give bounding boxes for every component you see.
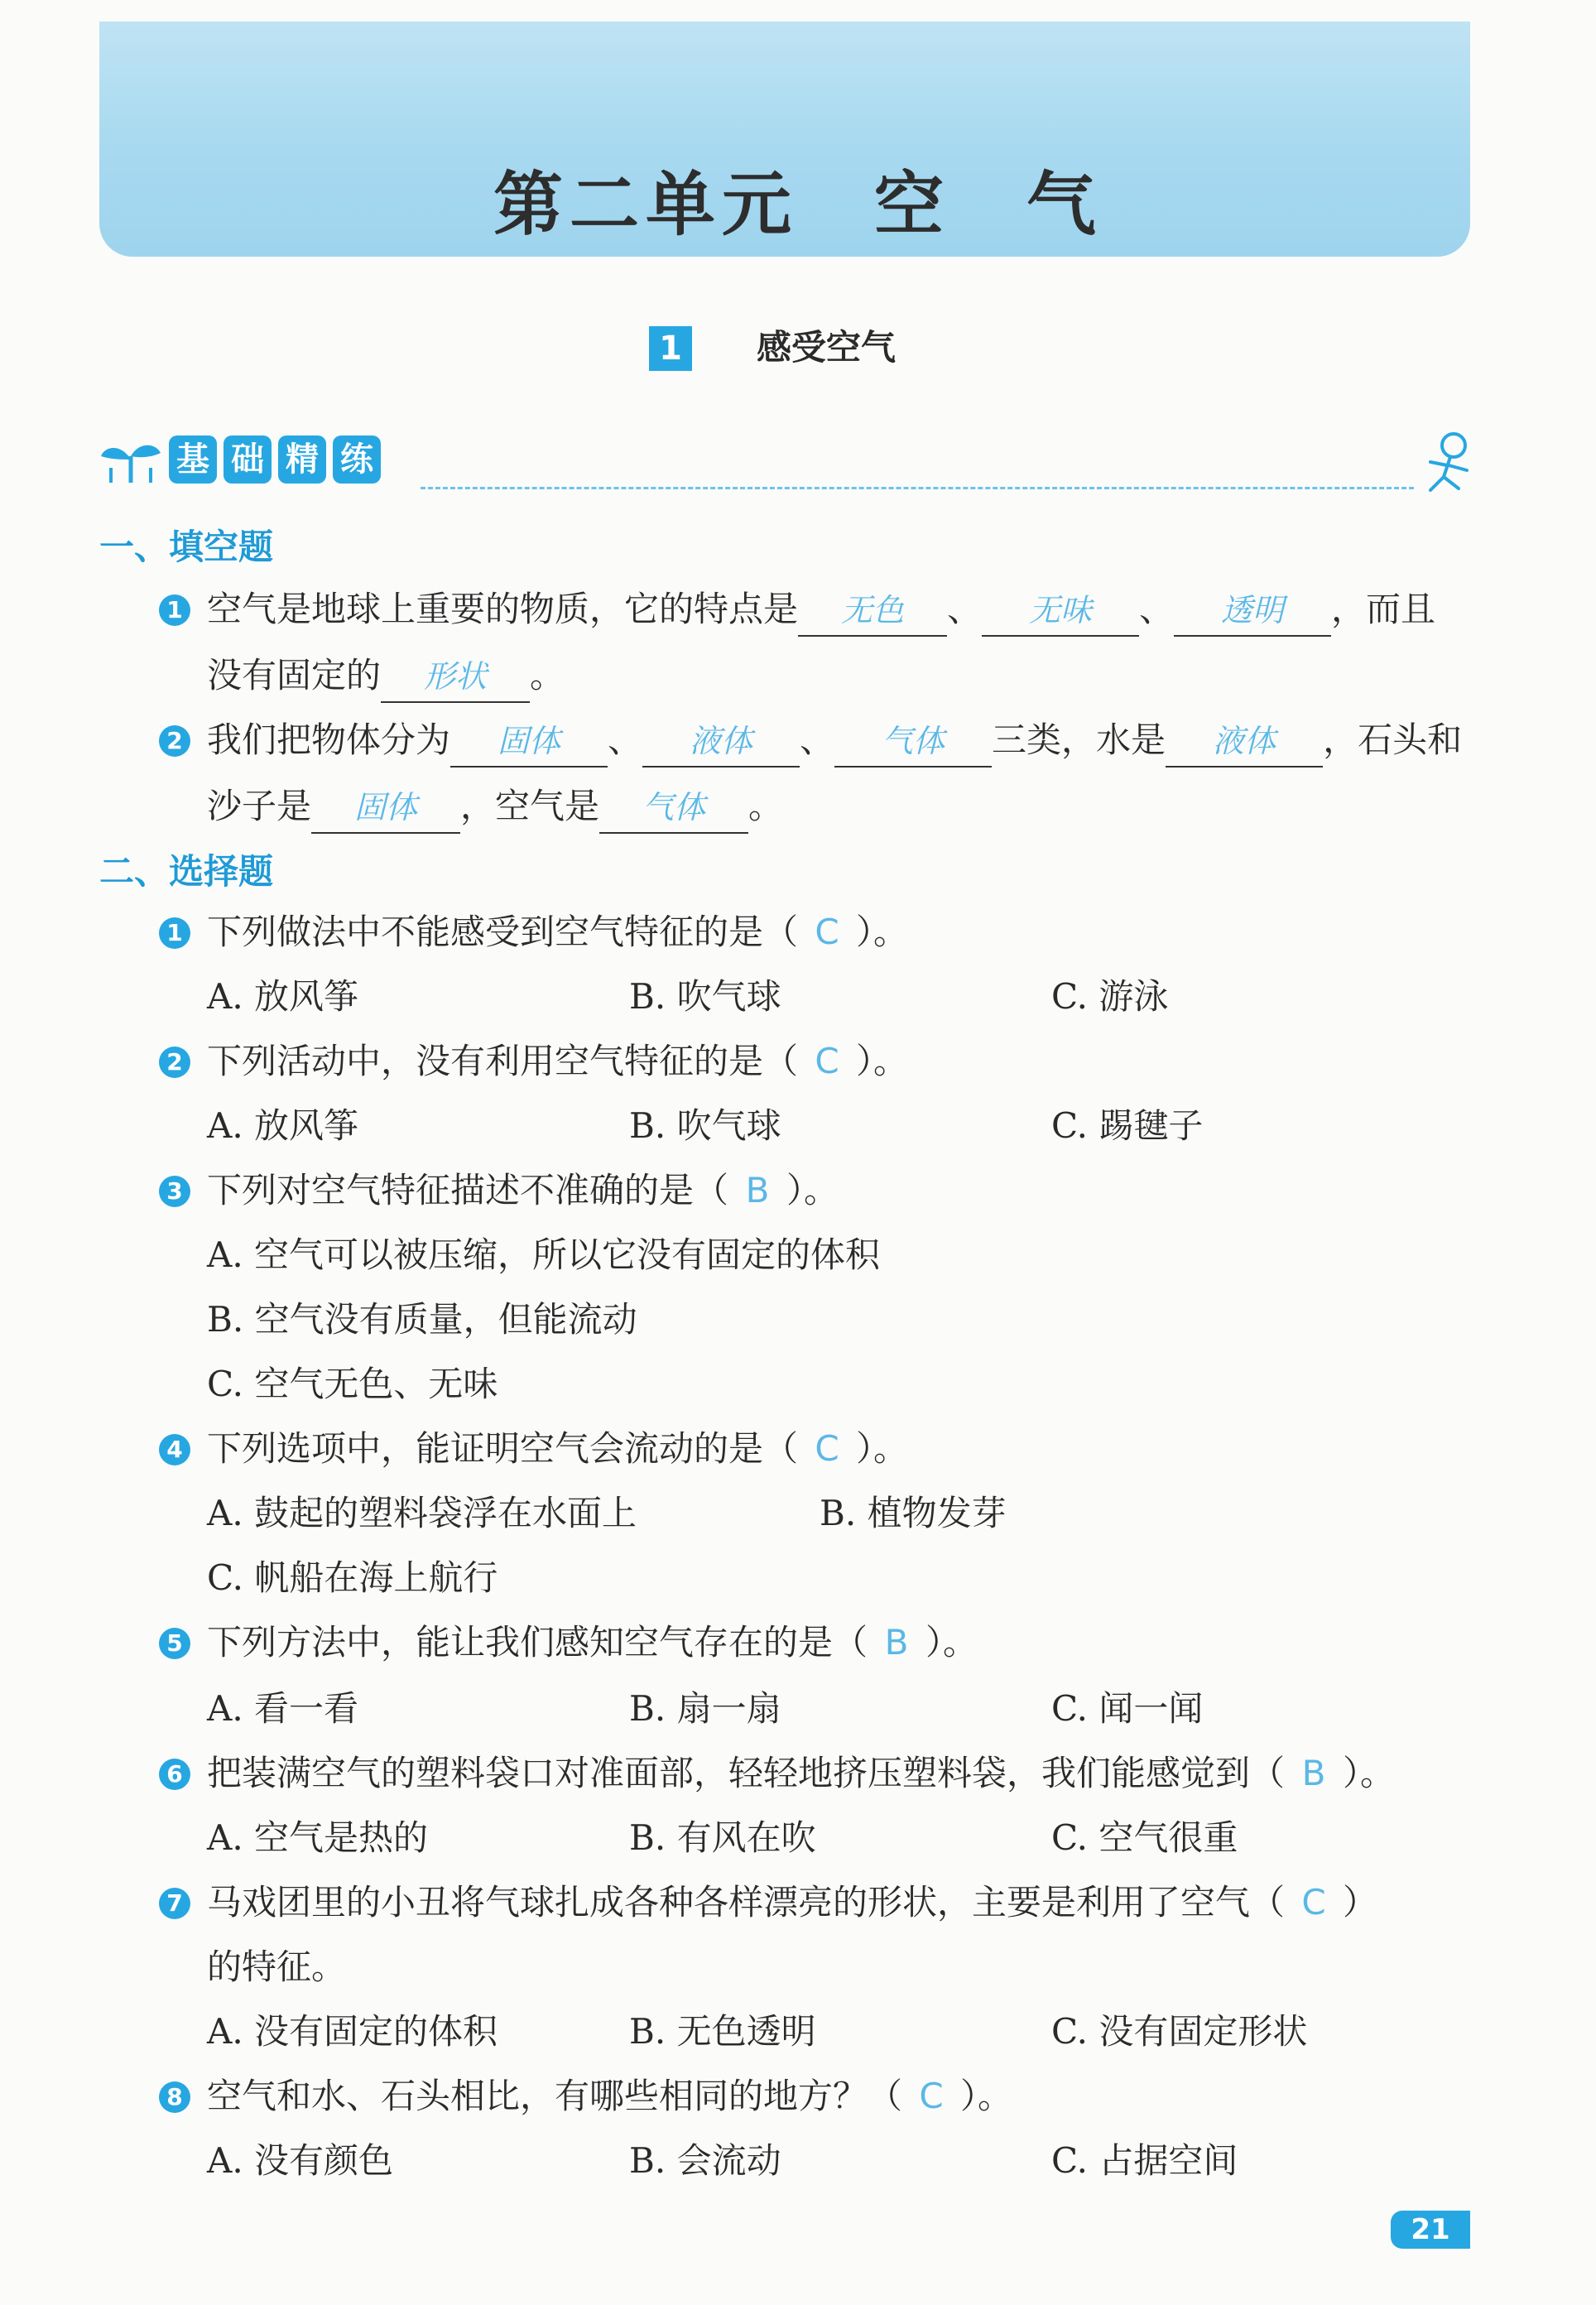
question-number: 8 [159,2081,190,2113]
answer-letter: C [815,1428,839,1469]
answer-blank: 固体 [311,782,460,834]
question-number: 2 [159,1047,190,1078]
answer-letter: C [815,1041,839,1081]
option: C. 闻一闻 [1051,1688,1204,1729]
choice-question-stem: 下列做法中不能感受到空气特征的是（ C ）。 [207,907,908,957]
question-number: 5 [159,1628,190,1659]
option: C. 占据空间 [1051,2140,1238,2181]
answer-blank: 气体 [599,782,748,834]
choice-question-stem: 空气和水、石头相比，有哪些相同的地方？（ C ）。 [207,2072,1012,2121]
option: A. 放风筝 [207,1105,359,1146]
answer-blank: 透明 [1174,585,1331,637]
answer-letter: C [815,912,839,952]
answer-letter: B [884,1622,909,1663]
option: C. 踢毽子 [1051,1105,1204,1146]
answer-letter: C [919,2076,944,2116]
question-number: 7 [159,1888,190,1919]
option: C. 空气很重 [1051,1817,1238,1858]
option: A. 看一看 [207,1688,359,1729]
fill-question-1-line1: 空气是地球上重要的物质，它的特点是 无色 、 无味 、 透明 ，而且 [207,585,1435,637]
option: B. 吹气球 [629,976,781,1017]
answer-blank: 无色 [798,585,947,637]
question-number: 4 [159,1434,190,1465]
option: B. 吹气球 [629,1105,781,1146]
answer-blank: 液体 [1166,716,1323,768]
option: B. 扇一扇 [629,1688,781,1729]
choice-question-stem-line2: 的特征。 [207,1946,347,1987]
sprout-icon [99,435,162,484]
section-tile: 练 [333,435,381,484]
option: B. 无色透明 [629,2011,816,2052]
question-number: 3 [159,1176,190,1207]
question-number: 1 [159,917,190,949]
option: C. 帆船在海上航行 [207,1557,498,1598]
lesson-number-badge: 1 [649,326,692,371]
answer-blank: 气体 [834,716,992,768]
option: C. 空气无色、无味 [207,1364,498,1404]
answer-blank: 无味 [982,585,1139,637]
section-divider [421,487,1414,489]
running-kid-icon [1417,431,1478,498]
option: C. 没有固定形状 [1051,2011,1308,2052]
lesson-title: 感受空气 [757,327,897,368]
option: B. 空气没有质量，但能流动 [207,1299,637,1340]
choice-question-stem: 下列选项中，能证明空气会流动的是（ C ）。 [207,1424,908,1474]
section-tile: 基 [169,435,217,484]
option: A. 没有颜色 [207,2140,394,2181]
option: A. 鼓起的塑料袋浮在水面上 [207,1493,637,1533]
option: A. 空气是热的 [207,1817,429,1858]
choice-question-stem: 下列活动中，没有利用空气特征的是（ C ）。 [207,1037,908,1086]
section-header [99,431,381,488]
part1-heading: 一、填空题 [99,527,274,567]
section-tile: 精 [278,435,326,484]
option: A. 空气可以被压缩，所以它没有固定的体积 [207,1234,881,1275]
fill-question-1-line2: 没有固定的 形状 。 [207,651,565,703]
option: A. 没有固定的体积 [207,2011,498,2052]
fill-question-2-line2: 沙子是 固体 ，空气是 气体 。 [207,782,783,834]
option: C. 游泳 [1051,976,1169,1017]
answer-letter: B [1301,1753,1326,1793]
question-number: 1 [159,594,190,626]
question-number: 6 [159,1759,190,1790]
answer-blank: 液体 [642,716,800,768]
option: B. 有风在吹 [629,1817,816,1858]
answer-letter: C [1301,1882,1326,1922]
question-number: 2 [159,725,190,757]
page-number: 21 [1391,2211,1470,2249]
choice-question-stem: 马戏团里的小丑将气球扎成各种各样漂亮的形状，主要是利用了空气（ C ） [207,1878,1377,1927]
answer-letter: B [745,1170,770,1210]
option: A. 放风筝 [207,976,359,1017]
answer-blank: 固体 [450,716,608,768]
fill-question-2-line1: 我们把物体分为 固体 、 液体 、 气体 三类，水是 液体 ，石头和 [207,715,1462,768]
answer-blank: 形状 [381,652,530,703]
option: B. 会流动 [629,2140,781,2181]
choice-question-stem: 把装满空气的塑料袋口对准面部，轻轻地挤压塑料袋，我们能感觉到（ B ）。 [207,1749,1395,1798]
option: B. 植物发芽 [820,1493,1007,1533]
choice-question-stem: 下列对空气特征描述不准确的是（ B ）。 [207,1166,839,1215]
part2-heading: 二、选择题 [99,851,274,892]
choice-question-stem: 下列方法中，能让我们感知空气存在的是（ B ）。 [207,1618,978,1667]
section-tile: 础 [224,435,272,484]
unit-title: 第二单元 空 气 [493,164,1103,245]
